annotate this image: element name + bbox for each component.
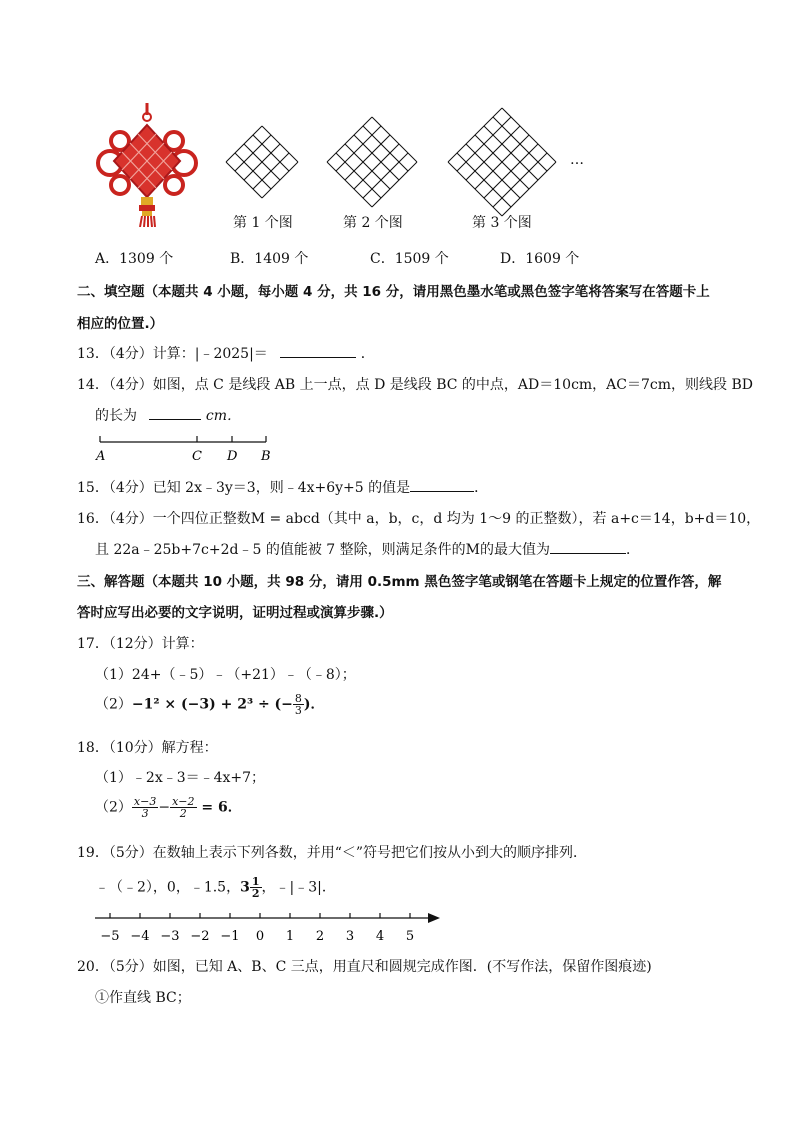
q14-text: 的长为 (95, 408, 137, 424)
option-b: B．1409 个 (230, 251, 309, 267)
number-line-tick-label: 4 (375, 929, 385, 944)
q18-fraction-2-num: x−2 (172, 795, 195, 808)
segment-diagram (90, 432, 280, 466)
figure-ellipsis: … (570, 152, 584, 168)
question-13 (77, 343, 375, 363)
number-line-tick-label: 1 (285, 929, 295, 944)
grid-line (336, 126, 381, 171)
grid-line (372, 162, 417, 207)
section-3-heading-line2: 答时应写出必要的文字说明，证明过程或演算步骤.） (77, 605, 393, 621)
figure-label-1: 第 1 个图 (233, 215, 293, 231)
q15-text: 15．（4分）已知 2x﹣3y＝3，则﹣4x+6y+5 的值是 (77, 480, 411, 496)
question-17-title: 17．（12分）计算： (77, 636, 204, 652)
option-c: C．1509 个 (370, 251, 449, 267)
q13-text: 13．（4分）计算：|﹣2025|＝ (77, 346, 268, 362)
point-label-a: A (96, 449, 106, 464)
q19-mixed-num: 1 (251, 875, 260, 888)
grid-figure-2 (327, 117, 417, 207)
q15-answer-blank[interactable] (410, 477, 474, 492)
q18-part2-label: （2） (95, 799, 132, 816)
grid-line (354, 135, 399, 180)
number-line-tick-label: 2 (315, 929, 325, 944)
point-label-c: C (192, 449, 202, 464)
q18-fraction-1-den: 3 (141, 807, 149, 820)
q17-fraction (293, 693, 304, 716)
figure-label-2: 第 2 个图 (343, 215, 403, 231)
q17-fraction-den: 3 (294, 704, 302, 717)
grid-line (363, 126, 408, 171)
section-3-heading-line1: 三、解答题（本题共 10 小题，共 98 分，请用 0.5mm 黑色签字笔或钢笔在答题卡上规定的位置作答，解 (77, 574, 722, 590)
question-19-numbers (95, 876, 336, 899)
q18-minus: − (158, 799, 171, 816)
section-2-heading-line1: 二、填空题（本题共 4 小题，每小题 4 分，共 16 分，请用黑色墨水笔或黑色签字笔将答案写在答题卡上 (77, 284, 710, 300)
grid-figures (0, 0, 794, 240)
q13-answer-blank[interactable] (280, 343, 356, 358)
q18-fraction-1 (132, 796, 158, 819)
section-2-heading-line2: 相应的位置.） (77, 316, 164, 332)
number-line (90, 906, 450, 946)
question-18-part1: （1）﹣2x﹣3＝﹣4x+7； (95, 770, 266, 786)
question-18-part2 (95, 796, 242, 819)
number-line-tick-label: 0 (255, 929, 265, 944)
q16-suffix: ． (625, 542, 640, 558)
number-line-tick-label: −5 (100, 929, 120, 944)
q17-part2-label: （2） (95, 696, 132, 713)
question-16-line1: 16．（4分）一个四位正整数M = abcd（其中 a，b，c，d 均为 1～9 的正整数），若 a+c＝14，b+d＝10， (77, 511, 761, 527)
grid-line (327, 117, 372, 162)
number-line-tick-label: −3 (160, 929, 180, 944)
q15-suffix: ． (474, 480, 489, 496)
number-line-tick-label: −2 (190, 929, 210, 944)
question-14-line2 (95, 405, 241, 425)
grid-line (345, 135, 390, 180)
q13-suffix: ． (360, 346, 375, 362)
q14-unit: cm． (205, 408, 242, 424)
question-15 (77, 477, 488, 497)
question-14-line1: 14．（4分）如图，点 C 是线段 AB 上一点，点 D 是线段 BC 的中点，AD＝10cm，AC＝7cm，则线段 BD (77, 377, 753, 393)
grid-figure-3 (448, 108, 556, 216)
q16-answer-blank[interactable] (550, 539, 626, 554)
q18-fraction-2 (170, 796, 196, 819)
q19-mixed-fraction (250, 876, 262, 899)
grid-line (336, 153, 381, 198)
q19-numbers-prefix: ﹣（﹣2），0，﹣1.5， (95, 879, 241, 896)
question-20-step1: ①作直线 BC； (95, 990, 191, 1006)
q17-part2-suffix: )． (303, 696, 325, 713)
option-d: D．1609 个 (500, 251, 580, 267)
question-17-part2 (95, 693, 325, 716)
question-20-title: 20．（5分）如图，已知 A、B、C 三点，用直尺和圆规完成作图．(不写作法，保留作图痕迹) (77, 959, 652, 975)
question-19-title: 19．（5分）在数轴上表示下列各数，并用“＜”符号把它们按从小到大的顺序排列． (77, 845, 588, 861)
number-line-tick-label: −1 (220, 929, 240, 944)
q18-part2-suffix: = 6． (196, 799, 242, 816)
point-label-d: D (227, 449, 238, 464)
q18-fraction-1-num: x−3 (133, 795, 157, 808)
q17-part2-expression: −1² × (−3) + 2³ ÷ (− (131, 696, 293, 713)
question-16-line2 (95, 539, 640, 559)
grid-line (345, 144, 390, 189)
option-a: A．1309 个 (95, 251, 174, 267)
figure-label-3: 第 3 个图 (472, 215, 532, 231)
grid-line (363, 153, 408, 198)
number-line-tick-label: 5 (405, 929, 415, 944)
grid-line (372, 117, 417, 162)
question-18-title: 18．（10分）解方程： (77, 740, 218, 756)
number-line-tick-label: −4 (130, 929, 150, 944)
q19-mixed-whole: 3 (240, 879, 250, 896)
q18-fraction-2-den: 2 (179, 807, 187, 820)
q17-fraction-num: 8 (294, 692, 302, 705)
grid-figure-1 (226, 126, 298, 198)
q19-numbers-suffix: ，﹣|﹣3|． (261, 879, 336, 896)
q19-mixed-den: 2 (251, 887, 260, 900)
number-line-tick-label: 3 (345, 929, 355, 944)
number-line-arrow (428, 913, 440, 923)
q14-answer-blank[interactable] (149, 405, 201, 420)
q16-text: 且 22a﹣25b+7c+2d﹣5 的值能被 7 整除，则满足条件的M的最大值为 (95, 542, 550, 558)
point-label-b: B (261, 449, 271, 464)
grid-line (354, 144, 399, 189)
grid-line (327, 162, 372, 207)
question-17-part1: （1）24+（﹣5）﹣（+21）﹣（﹣8）； (95, 667, 356, 683)
